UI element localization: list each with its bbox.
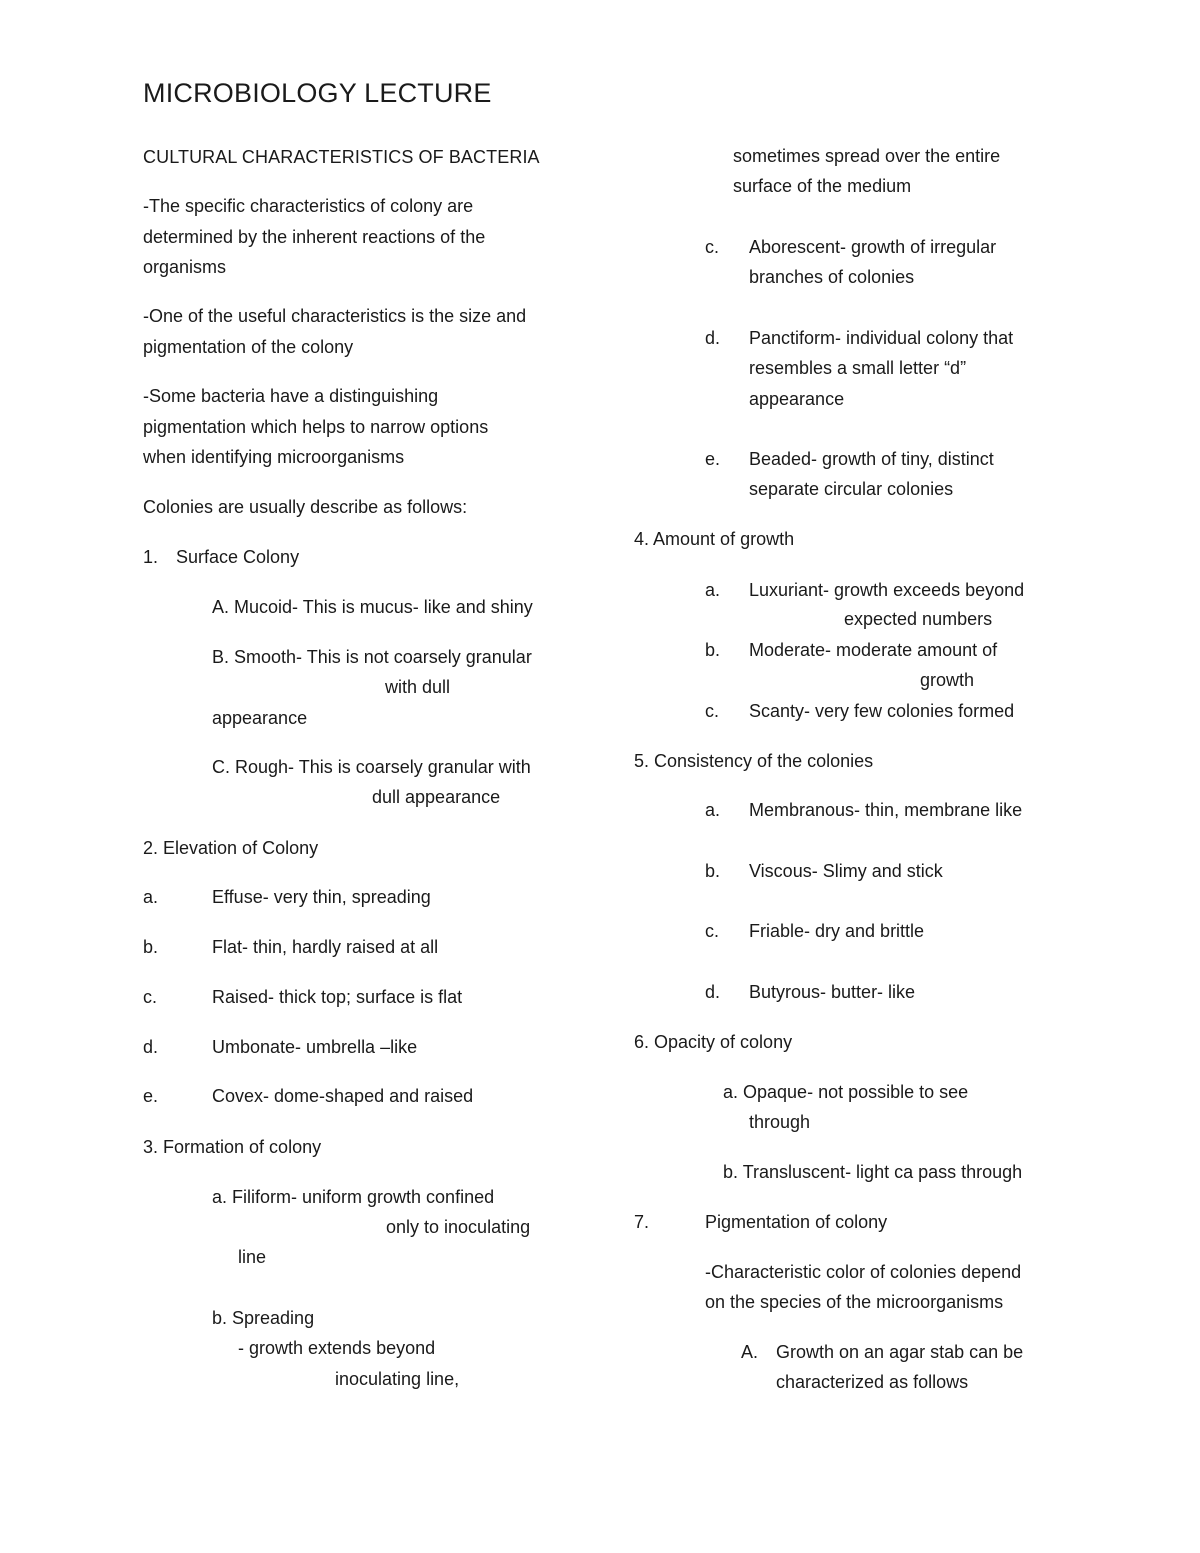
paragraph-line: -Characteristic color of colonies depend bbox=[705, 1262, 1022, 1282]
list-item: b. Spreading bbox=[212, 1308, 315, 1328]
list-item: separate circular colonies bbox=[749, 479, 954, 499]
section-heading: Pigmentation of colony bbox=[705, 1212, 888, 1232]
list-marker: c. bbox=[705, 701, 720, 721]
page-title: MICROBIOLOGY LECTURE bbox=[143, 78, 492, 108]
intro-line: organisms bbox=[143, 257, 227, 277]
list-item: dull appearance bbox=[372, 787, 501, 807]
list-item: surface of the medium bbox=[733, 176, 912, 196]
list-item: through bbox=[749, 1112, 811, 1132]
intro-line: when identifying microorganisms bbox=[143, 447, 405, 467]
list-item: growth bbox=[920, 670, 975, 690]
list-item: Beaded- growth of tiny, distinct bbox=[749, 449, 994, 469]
list-item: only to inoculating bbox=[386, 1217, 531, 1237]
section-heading: CULTURAL CHARACTERISTICS OF BACTERIA bbox=[143, 147, 540, 167]
section-heading: 2. Elevation of Colony bbox=[143, 838, 319, 858]
list-marker: A. bbox=[741, 1342, 759, 1362]
list-item: Raised- thick top; surface is flat bbox=[212, 987, 463, 1007]
list-item: with dull bbox=[385, 677, 451, 697]
intro-line: pigmentation which helps to narrow options bbox=[143, 417, 489, 437]
list-item: branches of colonies bbox=[749, 267, 915, 287]
intro-line: pigmentation of the colony bbox=[143, 337, 354, 357]
list-item: a. Filiform- uniform growth confined bbox=[212, 1187, 495, 1207]
intro-line: -The specific characteristics of colony are bbox=[143, 196, 474, 216]
list-item: C. Rough- This is coarsely granular with bbox=[212, 757, 531, 777]
list-item: Panctiform- individual colony that bbox=[749, 328, 1014, 348]
list-item: B. Smooth- This is not coarsely granular bbox=[212, 647, 532, 667]
list-item: sometimes spread over the entire bbox=[733, 146, 1001, 166]
section-heading: Surface Colony bbox=[176, 547, 300, 567]
list-marker: e. bbox=[143, 1086, 159, 1106]
list-marker: c. bbox=[143, 987, 158, 1007]
list-marker: a. bbox=[705, 800, 721, 820]
list-marker: 1. bbox=[143, 547, 159, 567]
colonies-lead: Colonies are usually describe as follows: bbox=[143, 497, 468, 517]
list-item: expected numbers bbox=[844, 609, 993, 629]
list-marker: d. bbox=[705, 328, 721, 348]
intro-line: -One of the useful characteristics is the size and bbox=[143, 306, 527, 326]
list-item: Covex- dome-shaped and raised bbox=[212, 1086, 474, 1106]
list-item: Luxuriant- growth exceeds beyond bbox=[749, 580, 1025, 600]
list-item: appearance bbox=[212, 708, 308, 728]
list-marker: a. bbox=[705, 580, 721, 600]
list-marker: b. bbox=[705, 640, 721, 660]
list-item: resembles a small letter “d” bbox=[749, 358, 967, 378]
list-item: characterized as follows bbox=[776, 1372, 969, 1392]
list-marker: d. bbox=[143, 1037, 159, 1057]
section-heading: 6. Opacity of colony bbox=[634, 1032, 793, 1052]
intro-line: determined by the inherent reactions of the bbox=[143, 227, 486, 247]
list-item: line bbox=[238, 1247, 267, 1267]
list-item: Friable- dry and brittle bbox=[749, 921, 925, 941]
list-item: Growth on an agar stab can be bbox=[776, 1342, 1024, 1362]
section-heading: 3. Formation of colony bbox=[143, 1137, 322, 1157]
list-item: Viscous- Slimy and stick bbox=[749, 861, 943, 881]
list-marker: c. bbox=[705, 921, 720, 941]
paragraph-line: on the species of the microorganisms bbox=[705, 1292, 1004, 1312]
list-item: inoculating line, bbox=[335, 1369, 460, 1389]
list-item: Membranous- thin, membrane like bbox=[749, 800, 1023, 820]
list-marker: b. bbox=[705, 861, 721, 881]
list-item: Aborescent- growth of irregular bbox=[749, 237, 997, 257]
list-item: Moderate- moderate amount of bbox=[749, 640, 998, 660]
section-heading: 4. Amount of growth bbox=[634, 529, 795, 549]
list-marker: c. bbox=[705, 237, 720, 257]
list-item: - growth extends beyond bbox=[238, 1338, 436, 1358]
list-item: Effuse- very thin, spreading bbox=[212, 887, 431, 907]
list-item: Flat- thin, hardly raised at all bbox=[212, 937, 439, 957]
list-item: Umbonate- umbrella –like bbox=[212, 1037, 418, 1057]
list-item: a. Opaque- not possible to see bbox=[723, 1082, 969, 1102]
list-item: appearance bbox=[749, 389, 845, 409]
list-marker: d. bbox=[705, 982, 721, 1002]
list-marker: e. bbox=[705, 449, 721, 469]
list-item: A. Mucoid- This is mucus- like and shiny bbox=[212, 597, 533, 617]
list-item: Scanty- very few colonies formed bbox=[749, 701, 1015, 721]
list-marker: a. bbox=[143, 887, 159, 907]
list-item: b. Transluscent- light ca pass through bbox=[723, 1162, 1023, 1182]
list-marker: 7. bbox=[634, 1212, 650, 1232]
list-marker: b. bbox=[143, 937, 159, 957]
list-item: Butyrous- butter- like bbox=[749, 982, 916, 1002]
section-heading: 5. Consistency of the colonies bbox=[634, 751, 874, 771]
intro-line: -Some bacteria have a distinguishing bbox=[143, 386, 439, 406]
